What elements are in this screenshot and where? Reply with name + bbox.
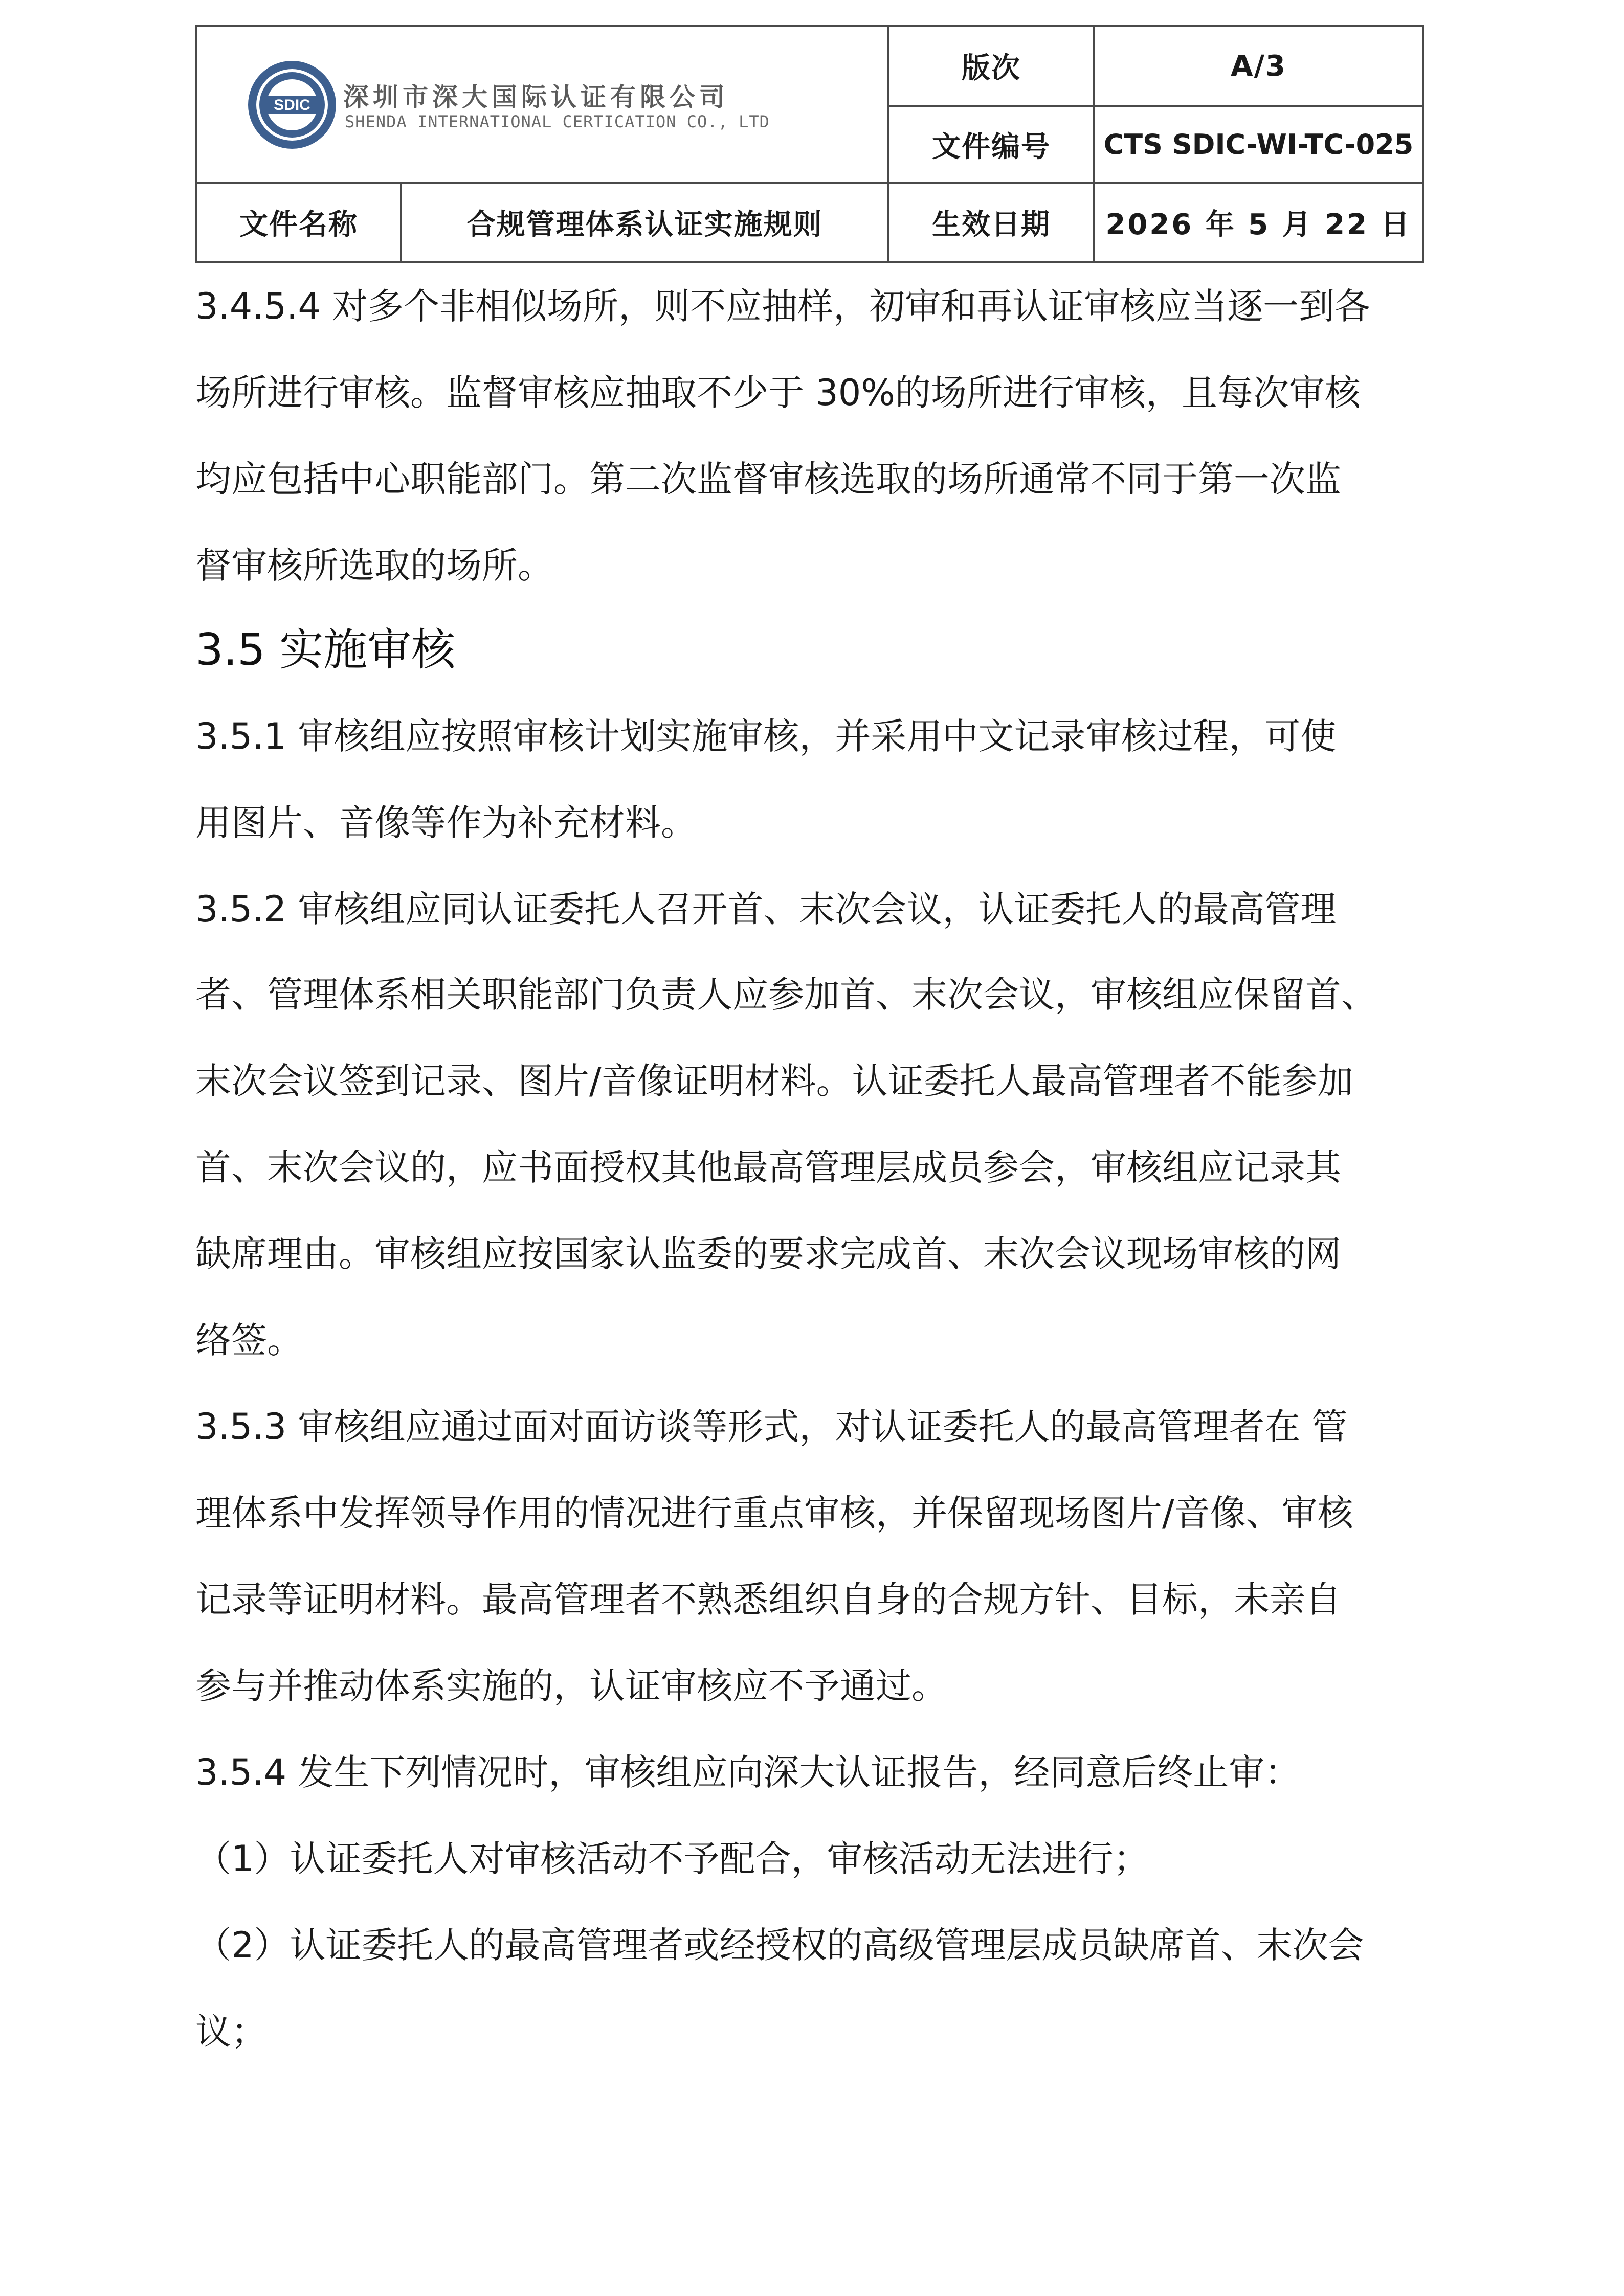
version-value: A/3 [1231, 49, 1286, 83]
doc-number-value: CTS SDIC-WI-TC-025 [1103, 128, 1414, 161]
paragraph-line: 末次会议签到记录、图片/音像证明材料。认证委托人最高管理者不能参加 [195, 1060, 1353, 1102]
paragraph-line: （2）认证委托人的最高管理者或经授权的高级管理层成员缺席首、末次会 [195, 1924, 1364, 1966]
company-logo-icon [246, 59, 338, 151]
paragraph-line: 用图片、音像等作为补充材料。 [195, 802, 697, 844]
paragraph-line: 首、末次会议的，应书面授权其他最高管理层成员参会，审核组应记录其 [195, 1146, 1341, 1188]
doc-name-value: 合规管理体系认证实施规则 [466, 208, 823, 241]
paragraph-line: 3.4.5.4 对多个非相似场所，则不应抽样，初审和再认证审核应当逐一到各 [195, 285, 1371, 327]
version-label: 版次 [962, 52, 1021, 85]
paragraph-line: 督审核所选取的场所。 [195, 545, 553, 587]
doc-number-label: 文件编号 [932, 130, 1051, 164]
document-header-table [195, 25, 1424, 263]
paragraph-line: 3.5.4 发生下列情况时，审核组应向深大认证报告，经同意后终止审： [195, 1751, 1301, 1793]
doc-name-label: 文件名称 [239, 208, 358, 241]
paragraph-line: 参与并推动体系实施的，认证审核应不予通过。 [195, 1665, 947, 1707]
paragraph-line: 场所进行审核。监督审核应抽取不少于 30%的场所进行审核，且每次审核 [195, 372, 1361, 414]
effective-date-label: 生效日期 [932, 208, 1051, 241]
paragraph-line: 者、管理体系相关职能部门负责人应参加首、末次会议，审核组应保留首、 [195, 974, 1377, 1016]
paragraph-line: 理体系中发挥领导作用的情况进行重点审核，并保留现场图片/音像、审核 [195, 1492, 1353, 1534]
section-heading: 3.5 实施审核 [195, 624, 456, 676]
effective-date-value: 2026 年 5 月 22 日 [1105, 208, 1412, 241]
svg-text:SDIC: SDIC [274, 97, 310, 114]
paragraph-line: 缺席理由。审核组应按国家认监委的要求完成首、末次会议现场审核的网 [195, 1233, 1341, 1275]
paragraph-line: 均应包括中心职能部门。第二次监督审核选取的场所通常不同于第一次监 [195, 458, 1341, 500]
paragraph-line: 3.5.2 审核组应同认证委托人召开首、末次会议，认证委托人的最高管理 [195, 888, 1337, 930]
company-name-en: SHENDA INTERNATIONAL CERTICATION CO., LTD [345, 112, 770, 131]
company-name-cn: 深圳市深大国际认证有限公司 [343, 82, 729, 112]
paragraph-line: 议； [195, 2011, 267, 2053]
paragraph-line: 3.5.1 审核组应按照审核计划实施审核，并采用中文记录审核过程，可使 [195, 715, 1337, 757]
paragraph-line: 3.5.3 审核组应通过面对面访谈等形式，对认证委托人的最高管理者在 管 [195, 1406, 1348, 1448]
paragraph-line: 络签。 [195, 1319, 303, 1361]
paragraph-line: 记录等证明材料。最高管理者不熟悉组织自身的合规方针、目标，未亲自 [195, 1579, 1341, 1620]
paragraph-line: （1）认证委托人对审核活动不予配合，审核活动无法进行； [195, 1838, 1149, 1880]
